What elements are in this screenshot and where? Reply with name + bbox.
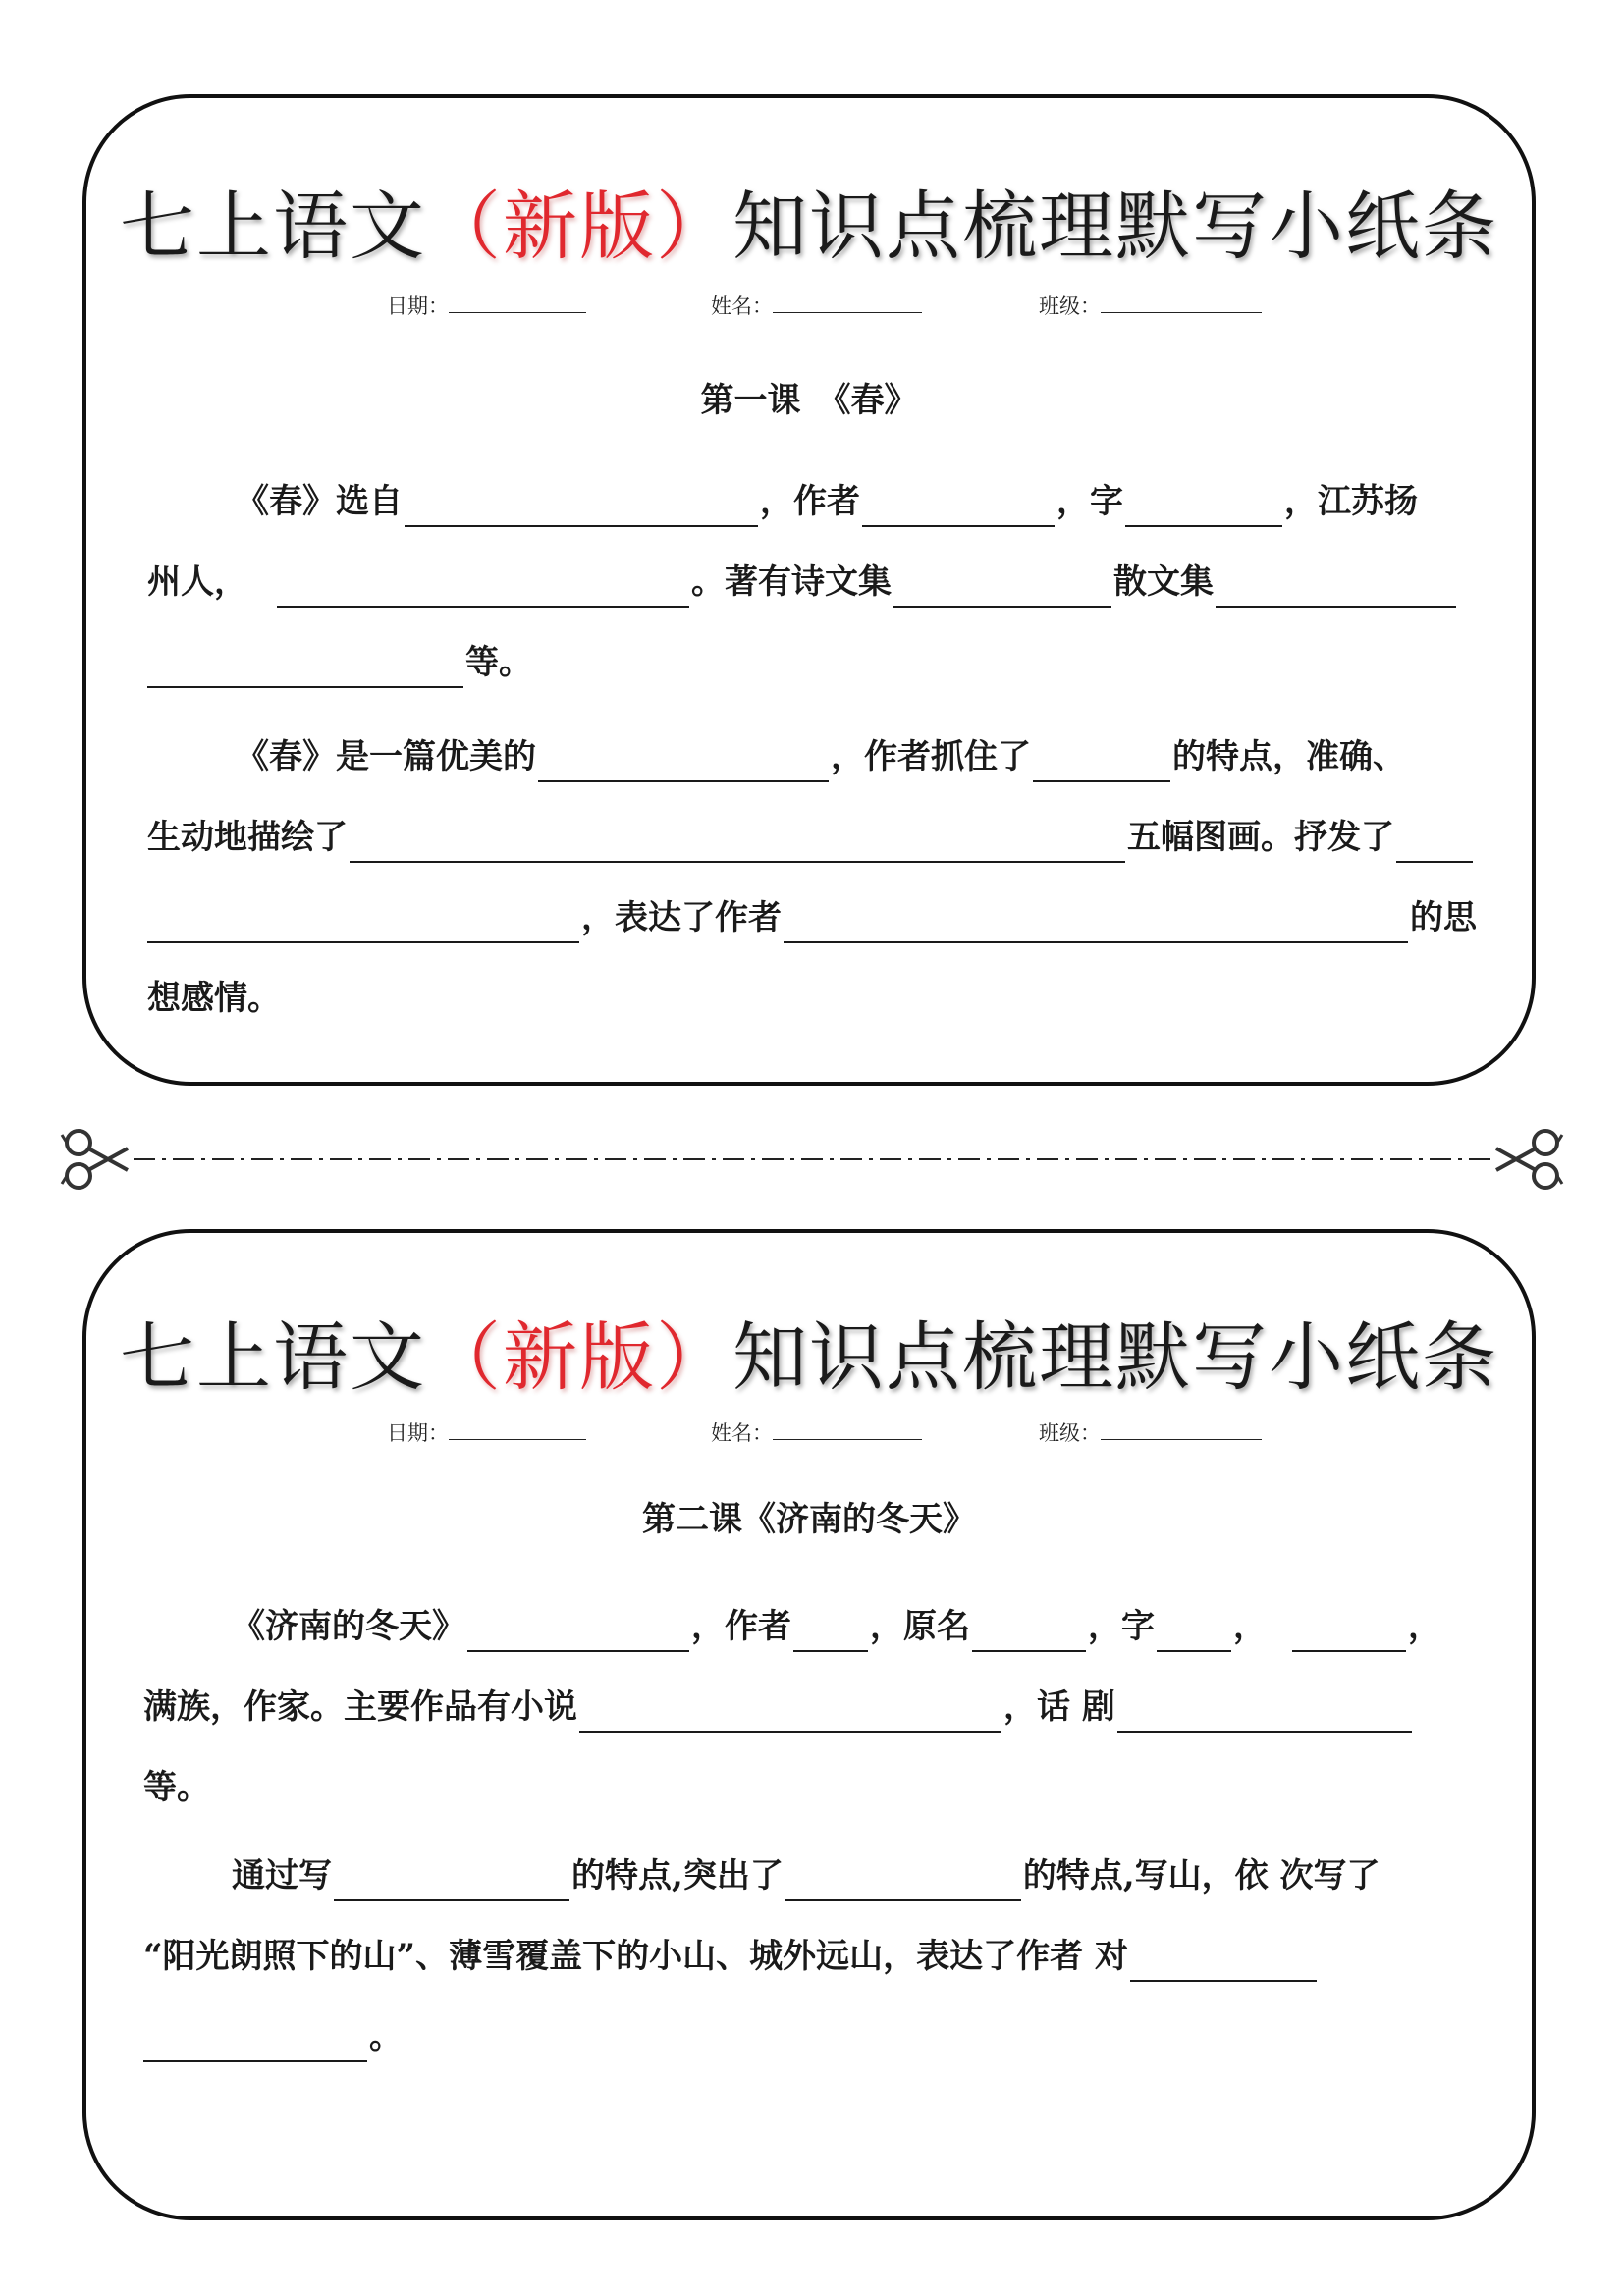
worksheet-title [86,167,1532,274]
fill-blank[interactable] [143,2015,367,2062]
fill-blank[interactable] [1396,816,1473,863]
date-field [387,291,586,320]
text-segment: 《春》选自 [236,482,403,521]
fill-blank[interactable] [1130,1935,1317,1982]
text-segment: 等。 [143,1768,210,1807]
title-part-red: （新版） [426,183,732,270]
paragraph-1 [147,461,1502,703]
text-segment: ，作者 [760,482,860,521]
text-segment: 《春》是一篇优美的 [236,737,536,776]
text-segment: 的特点,突出了 [571,1856,784,1896]
text-segment: ，作者 [691,1607,791,1646]
date-label: 日期： [387,294,449,318]
name-field [711,291,922,320]
name-label: 姓名： [711,294,773,318]
text-segment: 想感情。 [147,979,281,1018]
text-segment: ，字 [1088,1607,1155,1646]
text-line [147,622,1502,703]
text-segment: ，作者抓住了 [831,737,1031,776]
text-segment: 散文集 [1113,562,1214,602]
fill-blank[interactable] [579,1685,1001,1733]
text-segment: ，表达了作者 [581,898,782,937]
text-line [143,1916,1502,1997]
fill-blank[interactable] [793,1605,868,1652]
text-segment: 满族，作家。主要作品有小说 [143,1687,577,1727]
fill-blank[interactable] [972,1605,1086,1652]
fill-blank[interactable] [147,896,579,943]
fill-blank[interactable] [1292,1605,1406,1652]
date-field [387,1417,586,1447]
fill-blank[interactable] [147,641,463,688]
text-segment: ，话 剧 [1003,1687,1115,1727]
name-blank[interactable] [773,291,922,313]
title-part-right: 知识点梳理默写小纸条 [732,1313,1498,1401]
text-line [143,1747,1502,1828]
text-segment: 州人， [147,562,247,602]
fill-blank[interactable] [862,480,1055,527]
date-blank[interactable] [449,291,586,313]
class-label: 班级： [1039,1421,1101,1445]
text-segment: ， [1233,1607,1267,1646]
text-segment: 等。 [465,643,532,682]
class-label: 班级： [1039,294,1101,318]
name-field [711,1417,922,1447]
fill-blank[interactable] [1157,1605,1231,1652]
worksheet-card-1 [82,94,1536,1086]
date-blank[interactable] [449,1417,586,1440]
class-field [1039,1417,1262,1447]
text-segment: 生动地描绘了 [147,818,348,857]
worksheet-title [86,1298,1532,1405]
text-line [143,1586,1502,1667]
info-row [86,1417,1532,1457]
date-label: 日期： [387,1421,449,1445]
lesson-title: 第二课《济南的冬天》 [642,1500,976,1539]
text-line [143,1997,1502,2077]
fill-blank[interactable] [350,816,1125,863]
text-segment: 通过写 [232,1856,332,1896]
scissors-icon [62,1131,128,1188]
text-segment: 的思 [1410,898,1477,937]
title-part-left: 七上语文 [120,1313,426,1401]
text-segment: 。著有诗文集 [691,562,892,602]
class-blank[interactable] [1101,291,1262,313]
title-part-left: 七上语文 [120,183,426,270]
text-line [147,958,1502,1039]
text-segment: ，江苏扬 [1284,482,1418,521]
text-line [147,542,1502,622]
fill-blank[interactable] [1033,735,1170,782]
info-row [86,291,1532,330]
paragraph-2 [147,717,1502,1039]
text-segment: “阳光朗照下的山”、薄雪覆盖下的小山、城外远山，表达了作者 对 [143,1937,1128,1976]
name-label: 姓名： [711,1421,773,1445]
text-segment: 《济南的冬天》 [232,1607,465,1646]
text-segment: 五幅图画。抒发了 [1127,818,1394,857]
text-segment: 的特点，准确、 [1172,737,1406,776]
fill-blank[interactable] [334,1854,569,1901]
cut-line [59,1125,1565,1194]
title-part-red: （新版） [426,1313,732,1401]
lesson-title: 第一课 《春》 [700,381,918,420]
paragraph-2 [143,1836,1502,2077]
fill-blank[interactable] [1117,1685,1412,1733]
text-line [147,717,1502,797]
fill-blank[interactable] [784,896,1408,943]
text-segment: 。 [369,2017,403,2056]
text-line [147,878,1502,958]
fill-blank[interactable] [1125,480,1282,527]
fill-blank[interactable] [467,1605,689,1652]
text-line [147,797,1502,878]
fill-blank[interactable] [785,1854,1021,1901]
text-segment: ，原名 [870,1607,970,1646]
class-blank[interactable] [1101,1417,1262,1440]
text-segment: ， [1408,1607,1441,1646]
fill-blank[interactable] [277,561,689,608]
text-segment: 的特点,写山，依 次写了 [1022,1856,1380,1896]
fill-blank[interactable] [893,561,1111,608]
fill-blank[interactable] [538,735,829,782]
fill-blank[interactable] [1216,561,1456,608]
text-line [147,461,1502,542]
text-line [143,1667,1502,1747]
scissors-icon [1496,1131,1562,1188]
paragraph-1 [143,1586,1502,1828]
name-blank[interactable] [773,1417,922,1440]
fill-blank[interactable] [405,480,758,527]
worksheet-card-2 [82,1229,1536,2220]
text-segment: ，字 [1056,482,1123,521]
class-field [1039,291,1262,320]
title-part-right: 知识点梳理默写小纸条 [732,183,1498,270]
text-line [143,1836,1502,1916]
